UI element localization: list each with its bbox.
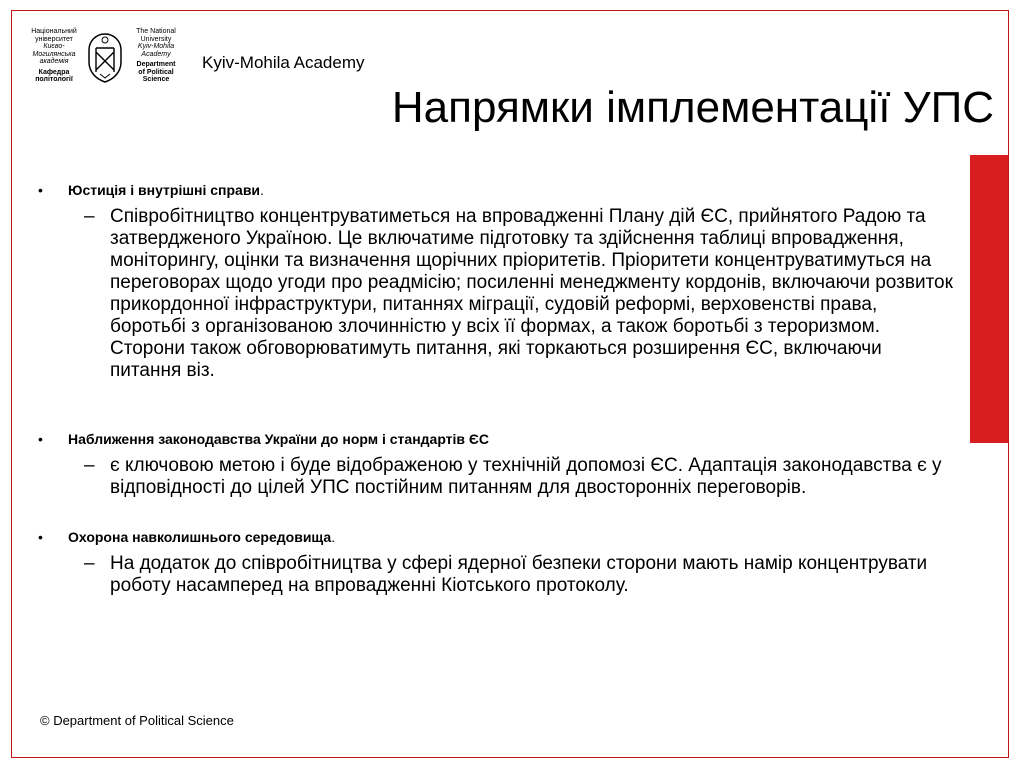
- sub-item-legislation: [84, 455, 954, 525]
- dash-marker: –: [84, 455, 95, 476]
- bullet-label: Наближення законодавства України до норм і стандартів ЄС: [68, 431, 489, 447]
- dash-marker: –: [84, 553, 95, 574]
- dash-marker: –: [84, 206, 95, 227]
- sub-item-text: На додаток до співробітництва у сфері ядерної безпеки сторони мають намір концентрувати роботу насамперед на впровадженні Кіотського протоколу.: [110, 553, 928, 596]
- slide-title: Напрямки імплементації УПС: [391, 83, 994, 132]
- logo-text-ukrainian: Національний університет Києво- Могилянська академія Кафедра політології: [31, 28, 77, 83]
- slide-content: • Юстиція і внутрішні справи. – Співробітництво концентруватиметься на впровадженні Плану дій ЄС, прийнятого Радою та затвердженого Україною. Це включатиме підготовку та здійснення таблиці впровадження, моніторингу, оцінки та визначення щорічних пріоритетів. Пріоритети концентруватимуться на переговорах щодо угоди про реадмісію; посиленні менеджменту кордонів, включаючи розвиток прикордонної інфраструктури, питаннях міграції, судовій реформі, верховенстві права, боротьбі з організованою злочинністю у всіх її формах, а також боротьбі з тероризмом. Сторони також обговорюватимуть питання, які торкаються розширення ЄС, включаючи питання віз. • Наближення законодавства України до норм і стандартів ЄС – є ключовою метою і буде відображеною у технічній допомозі ЄС. Адаптація законодавства є у відповідності до цілей УПС постійним питанням для двосторонніх переговорів. • Охорона навколишнього середовища. – На додаток до співробітництва у сфері ядерної безпеки сторони мають намір концентрувати роботу насамперед на впровадженні Кіотського протоколу.: [0, 0, 1024, 768]
- sub-item-text: Співробітництво концентруватиметься на впровадженні Плану дій ЄС, прийнятого Радою та затвердженого Україною. Це включатиме підготовку та здійснення таблиці впровадження, моніторингу, оцінки та визначення щорічних пріоритетів. Пріоритети концентруватимуться на переговорах щодо угоди про реадмісію; посиленні менеджменту кордонів, включаючи розвиток прикордонної інфраструктури, питаннях міграції, судовій реформі, верховенстві права, боротьбі з організованою злочинністю у всіх її формах, а також боротьбі з тероризмом. Сторони також обговорюватимуть питання, які торкаються розширення ЄС, включаючи питання віз.: [110, 206, 953, 381]
- bullet-label: Юстиція і внутрішні справи: [68, 182, 261, 198]
- sub-item-environment: [84, 553, 954, 623]
- bullet-marker: •: [38, 431, 43, 447]
- sub-item-text: є ключовою метою і буде відображеною у технічній допомозі ЄС. Адаптація законодавства є у відповідності до цілей УПС постійним питанням для двосторонніх переговорів.: [110, 455, 942, 498]
- bullet-label: Охорона навколишнього середовища: [68, 529, 332, 545]
- footer-copyright: © Department of Political Science: [40, 713, 234, 728]
- sub-item-justice: [84, 206, 954, 426]
- academy-name: Kyiv-Mohila Academy: [202, 53, 365, 72]
- bullet-marker: •: [38, 182, 43, 198]
- logo-text-english: The National University Kyiv-Mohila Academy Department of Political Science: [136, 28, 176, 83]
- bullet-marker: •: [38, 529, 43, 545]
